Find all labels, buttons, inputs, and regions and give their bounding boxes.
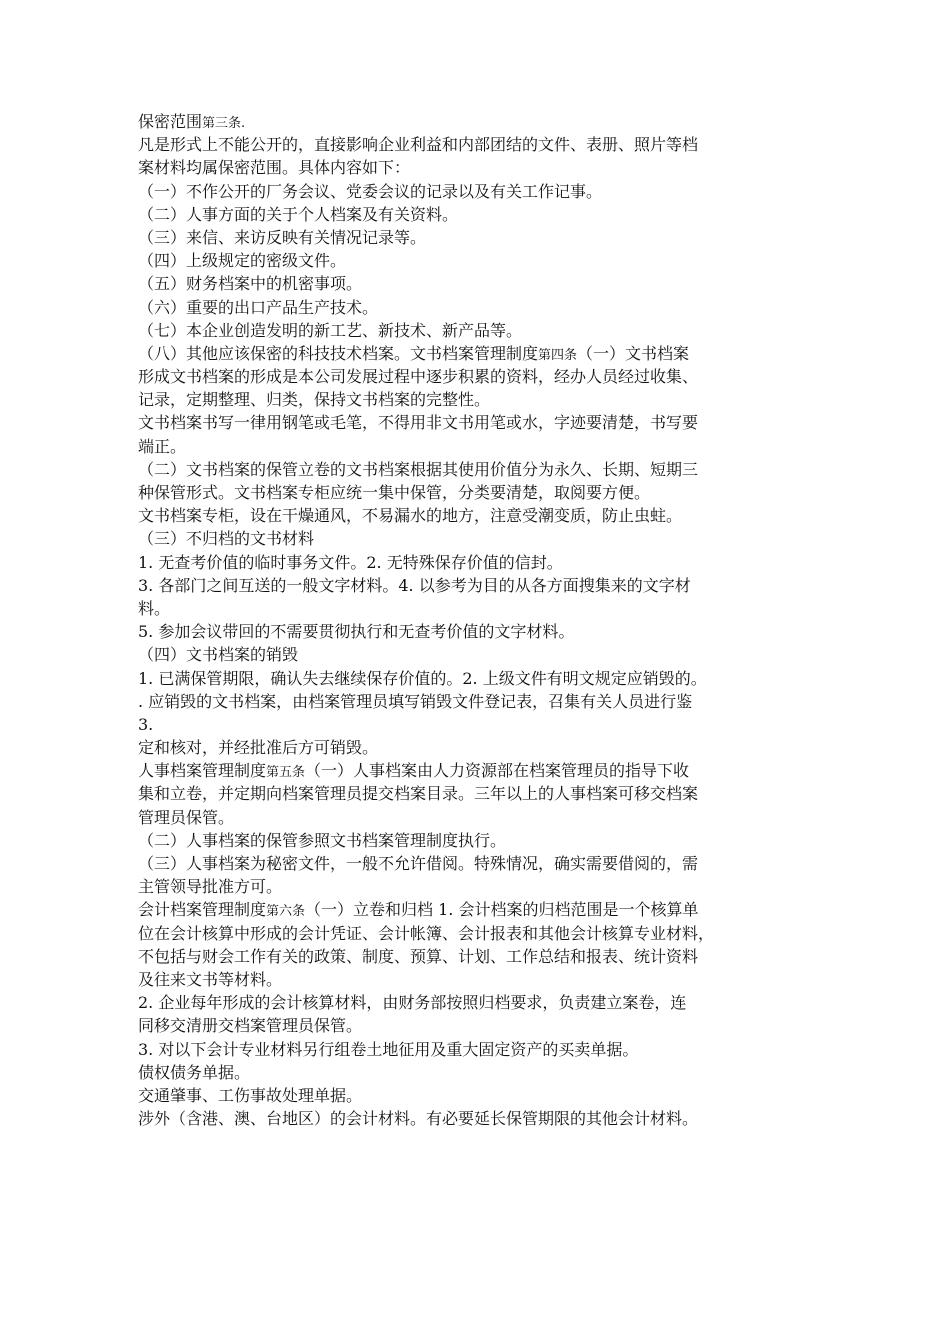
text-segment: 凡是形式上不能公开的，直接影响企业利益和内部团结的文件、表册、照片等档 (138, 135, 699, 155)
text-segment: 定和核对，并经批准后方可销毁。 (138, 738, 379, 758)
text-segment: （四）文书档案的销毁 (138, 645, 299, 665)
article-number: 第六条 (266, 904, 306, 920)
text-line (138, 574, 818, 597)
text-line (138, 1061, 818, 1084)
text-line (138, 527, 818, 550)
text-segment: 会计档案管理制度 (138, 900, 267, 920)
text-line (138, 782, 818, 805)
text-line (138, 319, 818, 342)
text-line (138, 713, 818, 736)
text-segment: 3. 各部门之间互送的一般文字材料。4. 以参考为目的从各方面搜集来的文字材 (138, 575, 691, 595)
text-segment: （二）人事方面的关于个人档案及有关资料。 (138, 204, 459, 224)
document-body (138, 110, 818, 1130)
text-line (138, 1084, 818, 1107)
text-segment: （一）立卷和归档 1. 会计档案的归档范围是一个核算单 (305, 900, 699, 920)
text-segment: 料。 (138, 598, 171, 618)
text-segment: 涉外（含港、澳、台地区）的会计材料。有必要延长保管期限的其他会计材料。 (138, 1109, 699, 1129)
text-segment: 管理员保管。 (138, 807, 235, 827)
text-segment: 主管领导批准方可。 (138, 877, 283, 897)
text-line (138, 156, 818, 179)
text-line (138, 643, 818, 666)
text-line (138, 272, 818, 295)
text-segment: （六）重要的出口产品生产技术。 (138, 297, 379, 317)
text-segment: 3. 对以下会计专业材料另行组卷土地征用及重大固定资产的买卖单据。 (138, 1039, 639, 1059)
text-line (138, 388, 818, 411)
text-line (138, 249, 818, 272)
text-segment: （二）人事档案的保管参照文书档案管理制度执行。 (138, 830, 507, 850)
text-segment: （三）人事档案为秘密文件，一般不允许借阅。特殊情况，确实需要借阅的，需 (138, 854, 699, 873)
text-line (138, 1038, 818, 1061)
text-segment: 债权债务单据。 (138, 1062, 251, 1082)
text-line (138, 852, 818, 875)
text-segment: 保密范围 (138, 112, 203, 131)
text-line (138, 759, 818, 782)
text-line (138, 597, 818, 620)
text-line (138, 620, 818, 643)
text-segment: 1. 已满保管期限，确认失去继续保存价值的。2. 上级文件有明文规定应销毁的。 (138, 668, 707, 688)
text-segment: 案材料均属保密范围。具体内容如下： (138, 158, 411, 178)
text-segment: . 应销毁的文书档案，由档案管理员填写销毁文件登记表，召集有关人员进行鉴 (138, 691, 693, 711)
text-line (138, 1014, 818, 1037)
text-line (138, 342, 818, 365)
text-line (138, 110, 818, 133)
text-line (138, 898, 818, 921)
text-segment: 端正。 (138, 436, 187, 456)
text-segment: 记录，定期整理、归类，保持文书档案的完整性。 (138, 390, 491, 410)
text-line (138, 690, 818, 713)
text-segment: （一）人事档案由人力资源部在档案管理员的指导下收 (305, 761, 690, 781)
text-line (138, 829, 818, 852)
text-line (138, 968, 818, 991)
text-line (138, 133, 818, 156)
text-segment: 3. (138, 714, 154, 734)
text-line (138, 1107, 818, 1130)
text-segment: 同移交清册交档案管理员保管。 (138, 1016, 363, 1036)
text-segment: （一）不作公开的厂务会议、党委会议的记录以及有关工作记事。 (138, 181, 603, 201)
article-number: 第三条. (202, 116, 246, 131)
text-segment: （八）其他应该保密的科技技术档案。文书档案管理制度 (138, 343, 539, 363)
text-line (138, 365, 818, 388)
text-line (138, 667, 818, 690)
text-segment: （五）财务档案中的机密事项。 (138, 274, 363, 294)
text-segment: 5. 参加会议带回的不需要贯彻执行和无查考价值的文字材料。 (138, 622, 575, 642)
text-segment: 1. 无查考价值的临时事务文件。2. 无特殊保存价值的信封。 (138, 552, 563, 572)
text-segment: 不包括与财会工作有关的政策、制度、预算、计划、工作总结和报表、统计资料 (138, 946, 699, 966)
text-line (138, 551, 818, 574)
text-line (138, 180, 818, 203)
text-line (138, 203, 818, 226)
text-line (138, 458, 818, 481)
text-segment: （三）来信、来访反映有关情况记录等。 (138, 227, 427, 247)
text-line (138, 411, 818, 434)
text-segment: 2. 企业每年形成的会计核算材料，由财务部按照归档要求，负责建立案卷，连 (138, 993, 687, 1013)
text-segment: 种保管形式。文书档案专柜应统一集中保管，分类要清楚，取阅要方便。 (138, 483, 651, 502)
text-line (138, 922, 818, 945)
article-number: 第四条 (538, 347, 578, 363)
text-line (138, 435, 818, 458)
text-segment: 及往来文书等材料。 (138, 969, 283, 989)
text-segment: 人事档案管理制度 (138, 761, 267, 781)
text-segment: 文书档案书写一律用钢笔或毛笔，不得用非文书用笔或水，字迹要清楚，书写要 (138, 413, 699, 433)
text-line (138, 991, 818, 1014)
text-line (138, 945, 818, 968)
text-segment: 集和立卷，并定期向档案管理员提交档案目录。三年以上的人事档案可移交档案 (138, 784, 699, 804)
text-line (138, 806, 818, 829)
text-segment: 位在会计核算中形成的会计凭证、会计帐簿、会计报表和其他会计核算专业材料， (138, 923, 715, 943)
text-line (138, 504, 818, 527)
text-line (138, 736, 818, 759)
text-line (138, 481, 818, 504)
text-segment: （一）文书档案 (577, 343, 690, 363)
text-line (138, 226, 818, 249)
text-line (138, 296, 818, 319)
text-segment: （三）不归档的文书材料 (138, 529, 315, 549)
text-segment: （二）文书档案的保管立卷的文书档案根据其使用价值分为永久、长期、短期三 (138, 459, 699, 479)
text-segment: 文书档案专柜，设在干燥通风，不易漏水的地方，注意受潮变质，防止虫蛀。 (138, 506, 683, 526)
text-line (138, 875, 818, 898)
text-segment: （四）上级规定的密级文件。 (138, 251, 347, 271)
text-segment: 交通肇事、工伤事故处理单据。 (138, 1085, 363, 1105)
article-number: 第五条 (266, 765, 306, 781)
text-segment: 形成文书档案的形成是本公司发展过程中逐步积累的资料，经办人员经过收集、 (138, 367, 699, 387)
text-segment: （七）本企业创造发明的新工艺、新技术、新产品等。 (138, 320, 523, 340)
